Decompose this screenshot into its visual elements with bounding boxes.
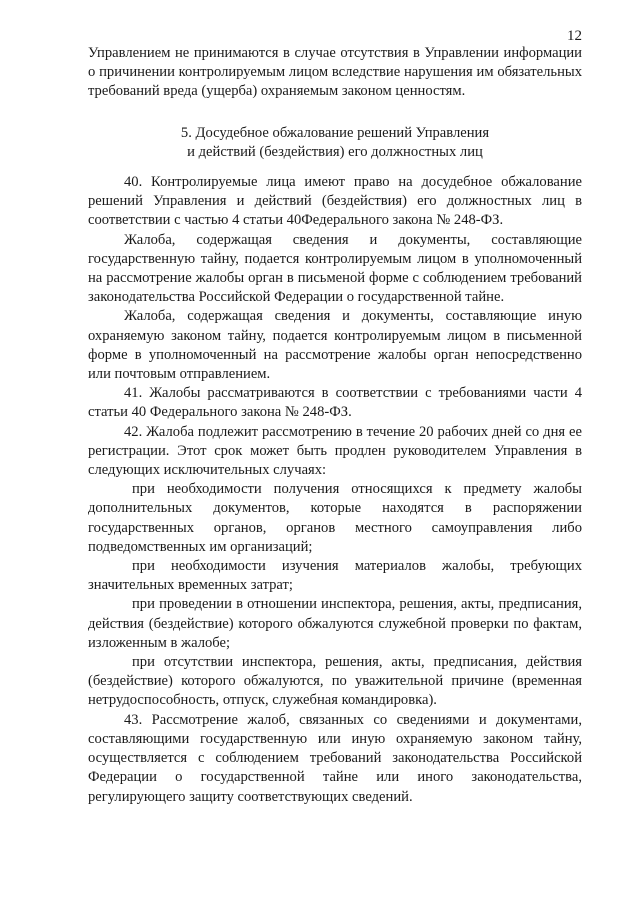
paragraph-other-secret: Жалоба, содержащая сведения и документы, составляющие иную охраняемую законом тайну, подается контролируемым лицом в письменной форме в уполномоченный на рассмотрение жалобы орган непосредственно или почтовым отправлением. bbox=[88, 308, 582, 383]
paragraph-state-secret: Жалоба, содержащая сведения и документы, составляющие государственную тайну, подается контролируемым лицом в уполномоченный на рассмотрение жалобы орган в письменой форме с соблюдением требований законодательства Российской Федерации о государственной тайне. bbox=[88, 231, 582, 306]
list-item: при необходимости изучения материалов жалобы, требующих значительных временных затрат; bbox=[88, 558, 582, 594]
section-body bbox=[88, 173, 582, 807]
paragraph-42: 42. Жалоба подлежит рассмотрению в течение 20 рабочих дней со дня ее регистрации. Этот срок может быть продлен руководителем Управления в следующих исключительных случаях: bbox=[88, 423, 582, 479]
page-number: 12 bbox=[567, 28, 582, 44]
continuation-paragraph: Управлением не принимаются в случае отсутствия в Управлении информации о причинении контролируемым лицом вследствие нарушения им обязательных требований вреда (ущерба) охраняемым законом ценностям. bbox=[88, 45, 582, 100]
list-item: при проведении в отношении инспектора, решения, акты, предписания, действия (бездействие) которого обжалуются служебной проверки по фактам, изложенным в жалобе; bbox=[88, 596, 582, 651]
section-title bbox=[88, 124, 582, 162]
paragraph-41: 41. Жалобы рассматриваются в соответствии с требованиями части 4 статьи 40 Федерального закона № 248-ФЗ. bbox=[88, 385, 582, 421]
section-title-line-2: и действий (бездействия) его должностных лиц bbox=[187, 144, 483, 161]
list-item: при необходимости получения относящихся к предмету жалобы дополнительных документов, которые находятся в распоряжении государственных органов, органов местного самоуправления либо подведомственных им организаций; bbox=[88, 481, 582, 555]
section-title-line-1: 5. Досудебное обжалование решений Управления bbox=[180, 125, 490, 141]
paragraph-43: 43. Рассмотрение жалоб, связанных со сведениями и документами, составляющими государственную или иную охраняемую законом тайну, осуществляется с соблюдением требований законодательства Российской Федерации о государственной тайне или иного законодательства, регулирующего защиту соответствующих сведений. bbox=[88, 711, 582, 805]
paragraph-40: 40. Контролируемые лица имеют право на досудебное обжалование решений Управления и действий (бездействия) его должностных лиц в соответствии с частью 4 статьи 40Федерального закона № 248-ФЗ. bbox=[88, 174, 582, 229]
list-item: при отсутствии инспектора, решения, акты, предписания, действия (бездействие) которого обжалуются, по уважительной причине (временная нетрудоспособность, отпуск, служебная командировка). bbox=[88, 654, 582, 709]
